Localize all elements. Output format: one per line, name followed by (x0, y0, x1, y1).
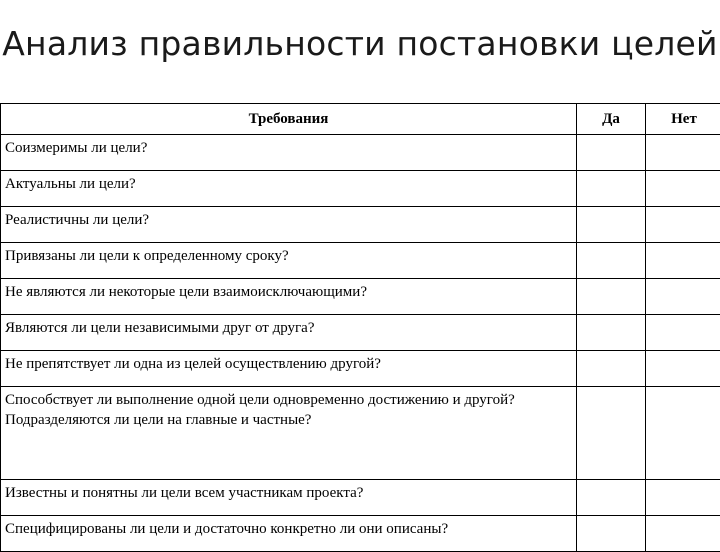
requirement-cell: Не препятствует ли одна из целей осуществлению другой? (1, 351, 577, 387)
requirement-cell: Соизмеримы ли цели? (1, 135, 577, 171)
requirement-line: Способствует ли выполнение одной цели одновременно достижению и другой? (5, 390, 572, 410)
yes-cell[interactable] (577, 315, 646, 351)
requirement-cell: Являются ли цели независимыми друг от друга? (1, 315, 577, 351)
header-requirements: Требования (1, 104, 577, 135)
no-cell[interactable] (646, 135, 720, 171)
yes-cell[interactable] (577, 516, 646, 552)
requirement-line: Подразделяются ли цели на главные и частные? (5, 410, 572, 430)
yes-cell[interactable] (577, 243, 646, 279)
slide-title: Анализ правильности постановки целей (0, 24, 720, 63)
no-cell[interactable] (646, 315, 720, 351)
table-header-row (1, 104, 720, 135)
yes-cell[interactable] (577, 351, 646, 387)
header-no: Нет (646, 104, 720, 135)
table-row (1, 279, 720, 315)
no-cell[interactable] (646, 516, 720, 552)
table-row (1, 351, 720, 387)
yes-cell[interactable] (577, 207, 646, 243)
table-row (1, 171, 720, 207)
yes-cell[interactable] (577, 480, 646, 516)
yes-cell[interactable] (577, 279, 646, 315)
table-row (1, 135, 720, 171)
header-yes: Да (577, 104, 646, 135)
yes-cell[interactable] (577, 171, 646, 207)
no-cell[interactable] (646, 387, 720, 480)
requirements-table (0, 103, 720, 552)
no-cell[interactable] (646, 243, 720, 279)
no-cell[interactable] (646, 279, 720, 315)
yes-cell[interactable] (577, 387, 646, 480)
no-cell[interactable] (646, 207, 720, 243)
no-cell[interactable] (646, 480, 720, 516)
requirement-cell: Известны и понятны ли цели всем участникам проекта? (1, 480, 577, 516)
table-row (1, 480, 720, 516)
table-row (1, 516, 720, 552)
yes-cell[interactable] (577, 135, 646, 171)
table-row (1, 315, 720, 351)
no-cell[interactable] (646, 171, 720, 207)
no-cell[interactable] (646, 351, 720, 387)
requirement-cell: Специфицированы ли цели и достаточно конкретно ли они описаны? (1, 516, 577, 552)
requirement-cell: Не являются ли некоторые цели взаимоисключающими? (1, 279, 577, 315)
table-row (1, 243, 720, 279)
requirement-cell: Реалистичны ли цели? (1, 207, 577, 243)
requirement-cell (1, 387, 577, 480)
table-row (1, 387, 720, 480)
requirement-cell: Привязаны ли цели к определенному сроку? (1, 243, 577, 279)
requirement-cell: Актуальны ли цели? (1, 171, 577, 207)
table-row (1, 207, 720, 243)
